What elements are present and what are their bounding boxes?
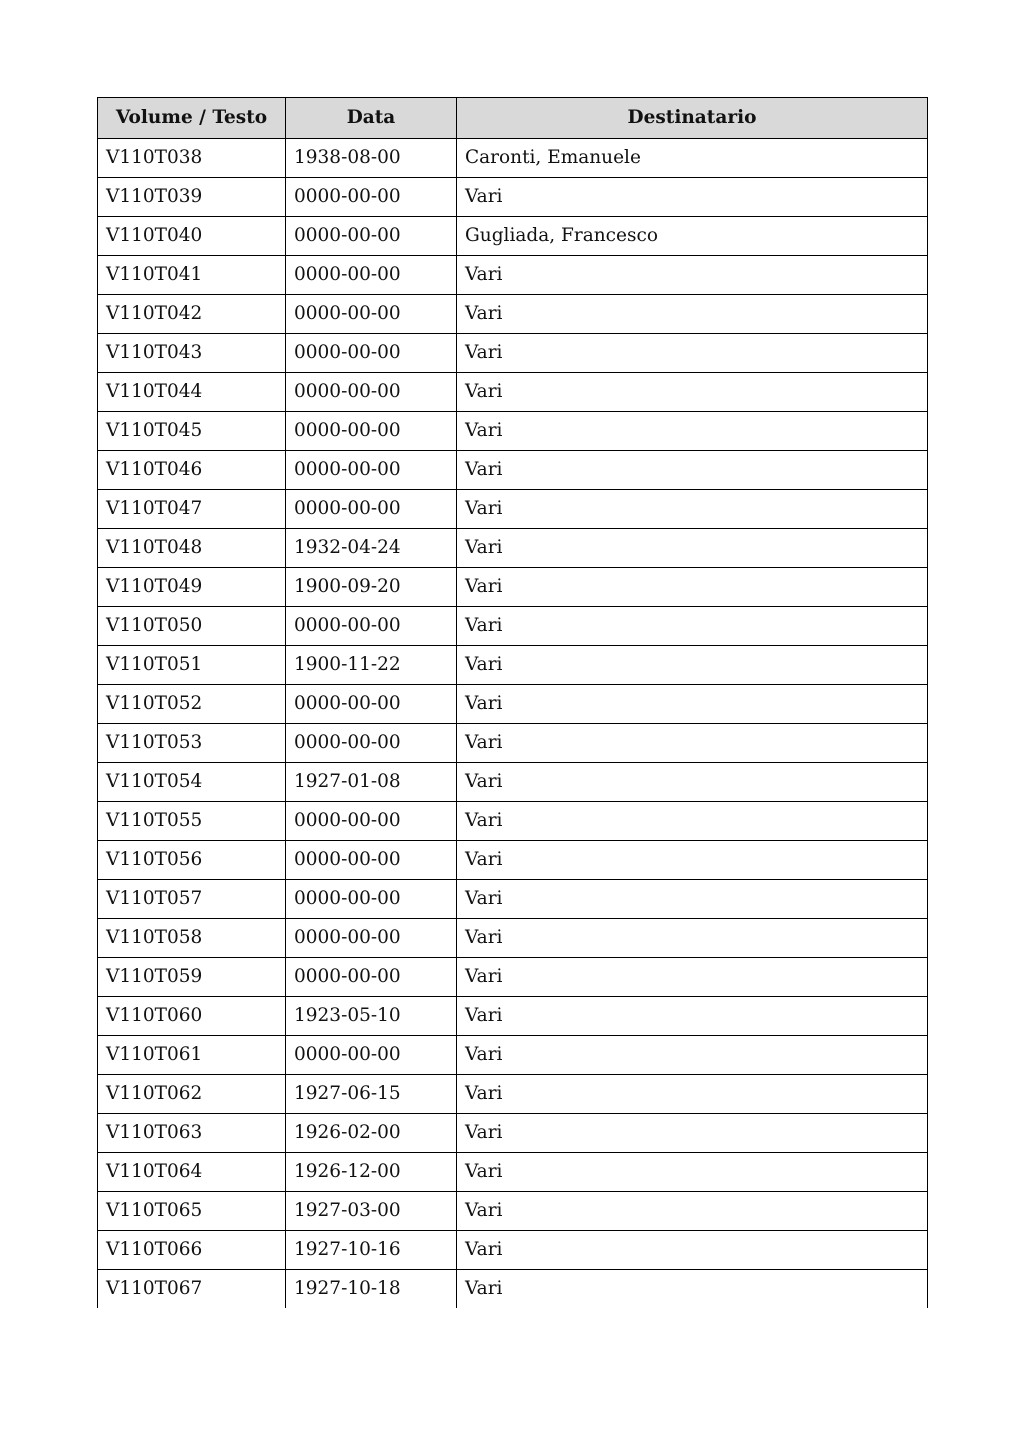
cell-volume-testo: V110T060	[98, 997, 286, 1036]
cell-data: 0000-00-00	[286, 841, 457, 880]
cell-data: 0000-00-00	[286, 451, 457, 490]
table-row	[98, 1036, 928, 1075]
cell-destinatario: Vari	[457, 1153, 928, 1192]
cell-destinatario: Vari	[457, 646, 928, 685]
cell-data: 0000-00-00	[286, 607, 457, 646]
cell-destinatario: Vari	[457, 919, 928, 958]
cell-data: 1927-06-15	[286, 1075, 457, 1114]
cell-destinatario: Vari	[457, 724, 928, 763]
cell-destinatario: Vari	[457, 334, 928, 373]
cell-data: 0000-00-00	[286, 217, 457, 256]
table-row	[98, 217, 928, 256]
cell-data: 1926-12-00	[286, 1153, 457, 1192]
cell-destinatario: Vari	[457, 568, 928, 607]
cell-data: 1927-01-08	[286, 763, 457, 802]
cell-destinatario: Vari	[457, 802, 928, 841]
cell-volume-testo: V110T057	[98, 880, 286, 919]
table-row	[98, 1231, 928, 1270]
table-row	[98, 646, 928, 685]
cell-data: 0000-00-00	[286, 802, 457, 841]
cell-data: 0000-00-00	[286, 334, 457, 373]
table-row	[98, 763, 928, 802]
cell-data: 0000-00-00	[286, 1036, 457, 1075]
cell-destinatario: Vari	[457, 256, 928, 295]
column-header-data: Data	[286, 98, 457, 139]
table-row	[98, 919, 928, 958]
cell-destinatario: Vari	[457, 295, 928, 334]
cell-volume-testo: V110T047	[98, 490, 286, 529]
cell-volume-testo: V110T045	[98, 412, 286, 451]
table-row	[98, 997, 928, 1036]
cell-volume-testo: V110T063	[98, 1114, 286, 1153]
table-row	[98, 841, 928, 880]
cell-volume-testo: V110T043	[98, 334, 286, 373]
cell-volume-testo: V110T040	[98, 217, 286, 256]
table-row	[98, 685, 928, 724]
cell-volume-testo: V110T066	[98, 1231, 286, 1270]
cell-volume-testo: V110T046	[98, 451, 286, 490]
table-row	[98, 724, 928, 763]
cell-data: 0000-00-00	[286, 295, 457, 334]
cell-volume-testo: V110T038	[98, 139, 286, 178]
cell-data: 0000-00-00	[286, 724, 457, 763]
cell-destinatario: Vari	[457, 997, 928, 1036]
cell-data: 1927-03-00	[286, 1192, 457, 1231]
cell-data: 1900-11-22	[286, 646, 457, 685]
cell-destinatario: Vari	[457, 1270, 928, 1309]
cell-data: 0000-00-00	[286, 958, 457, 997]
table-row	[98, 802, 928, 841]
table-row	[98, 1153, 928, 1192]
cell-destinatario: Vari	[457, 958, 928, 997]
cell-volume-testo: V110T052	[98, 685, 286, 724]
table-row	[98, 451, 928, 490]
cell-data: 1900-09-20	[286, 568, 457, 607]
cell-data: 0000-00-00	[286, 880, 457, 919]
cell-volume-testo: V110T051	[98, 646, 286, 685]
table-row	[98, 1192, 928, 1231]
records-table	[97, 97, 928, 1308]
cell-destinatario: Vari	[457, 178, 928, 217]
table-header	[98, 98, 928, 139]
table-row	[98, 295, 928, 334]
cell-destinatario: Vari	[457, 451, 928, 490]
cell-data: 0000-00-00	[286, 490, 457, 529]
cell-volume-testo: V110T039	[98, 178, 286, 217]
cell-destinatario: Vari	[457, 412, 928, 451]
cell-volume-testo: V110T059	[98, 958, 286, 997]
cell-data: 1926-02-00	[286, 1114, 457, 1153]
cell-destinatario: Vari	[457, 685, 928, 724]
cell-volume-testo: V110T054	[98, 763, 286, 802]
cell-destinatario: Vari	[457, 1075, 928, 1114]
table-row	[98, 178, 928, 217]
table-row	[98, 880, 928, 919]
table-row	[98, 568, 928, 607]
column-header-volume-testo: Volume / Testo	[98, 98, 286, 139]
table-row	[98, 529, 928, 568]
table-row	[98, 256, 928, 295]
cell-data: 1923-05-10	[286, 997, 457, 1036]
cell-data: 1932-04-24	[286, 529, 457, 568]
cell-data: 1927-10-18	[286, 1270, 457, 1309]
cell-volume-testo: V110T062	[98, 1075, 286, 1114]
cell-destinatario: Vari	[457, 529, 928, 568]
cell-data: 0000-00-00	[286, 373, 457, 412]
cell-destinatario: Vari	[457, 841, 928, 880]
cell-volume-testo: V110T049	[98, 568, 286, 607]
table-row	[98, 490, 928, 529]
cell-volume-testo: V110T053	[98, 724, 286, 763]
table-row	[98, 958, 928, 997]
table-row	[98, 1114, 928, 1153]
table-row	[98, 373, 928, 412]
table-row	[98, 334, 928, 373]
header-row	[98, 98, 928, 139]
cell-volume-testo: V110T050	[98, 607, 286, 646]
cell-data: 0000-00-00	[286, 412, 457, 451]
cell-destinatario: Vari	[457, 880, 928, 919]
cell-volume-testo: V110T065	[98, 1192, 286, 1231]
table-body	[98, 139, 928, 1309]
cell-data: 0000-00-00	[286, 178, 457, 217]
cell-destinatario: Caronti, Emanuele	[457, 139, 928, 178]
cell-volume-testo: V110T042	[98, 295, 286, 334]
cell-volume-testo: V110T048	[98, 529, 286, 568]
table-row	[98, 412, 928, 451]
cell-data: 0000-00-00	[286, 685, 457, 724]
cell-destinatario: Vari	[457, 1231, 928, 1270]
cell-destinatario: Vari	[457, 490, 928, 529]
cell-destinatario: Vari	[457, 607, 928, 646]
cell-destinatario: Vari	[457, 1192, 928, 1231]
cell-data: 1938-08-00	[286, 139, 457, 178]
cell-destinatario: Vari	[457, 1036, 928, 1075]
cell-destinatario: Vari	[457, 763, 928, 802]
table-row	[98, 607, 928, 646]
cell-volume-testo: V110T041	[98, 256, 286, 295]
column-header-destinatario: Destinatario	[457, 98, 928, 139]
cell-destinatario: Vari	[457, 1114, 928, 1153]
table-row	[98, 1075, 928, 1114]
cell-volume-testo: V110T044	[98, 373, 286, 412]
cell-volume-testo: V110T067	[98, 1270, 286, 1309]
cell-volume-testo: V110T061	[98, 1036, 286, 1075]
table-row	[98, 1270, 928, 1309]
cell-data: 0000-00-00	[286, 256, 457, 295]
cell-volume-testo: V110T055	[98, 802, 286, 841]
cell-destinatario: Gugliada, Francesco	[457, 217, 928, 256]
cell-volume-testo: V110T056	[98, 841, 286, 880]
cell-data: 1927-10-16	[286, 1231, 457, 1270]
cell-volume-testo: V110T058	[98, 919, 286, 958]
table-row	[98, 139, 928, 178]
cell-destinatario: Vari	[457, 373, 928, 412]
cell-volume-testo: V110T064	[98, 1153, 286, 1192]
cell-data: 0000-00-00	[286, 919, 457, 958]
